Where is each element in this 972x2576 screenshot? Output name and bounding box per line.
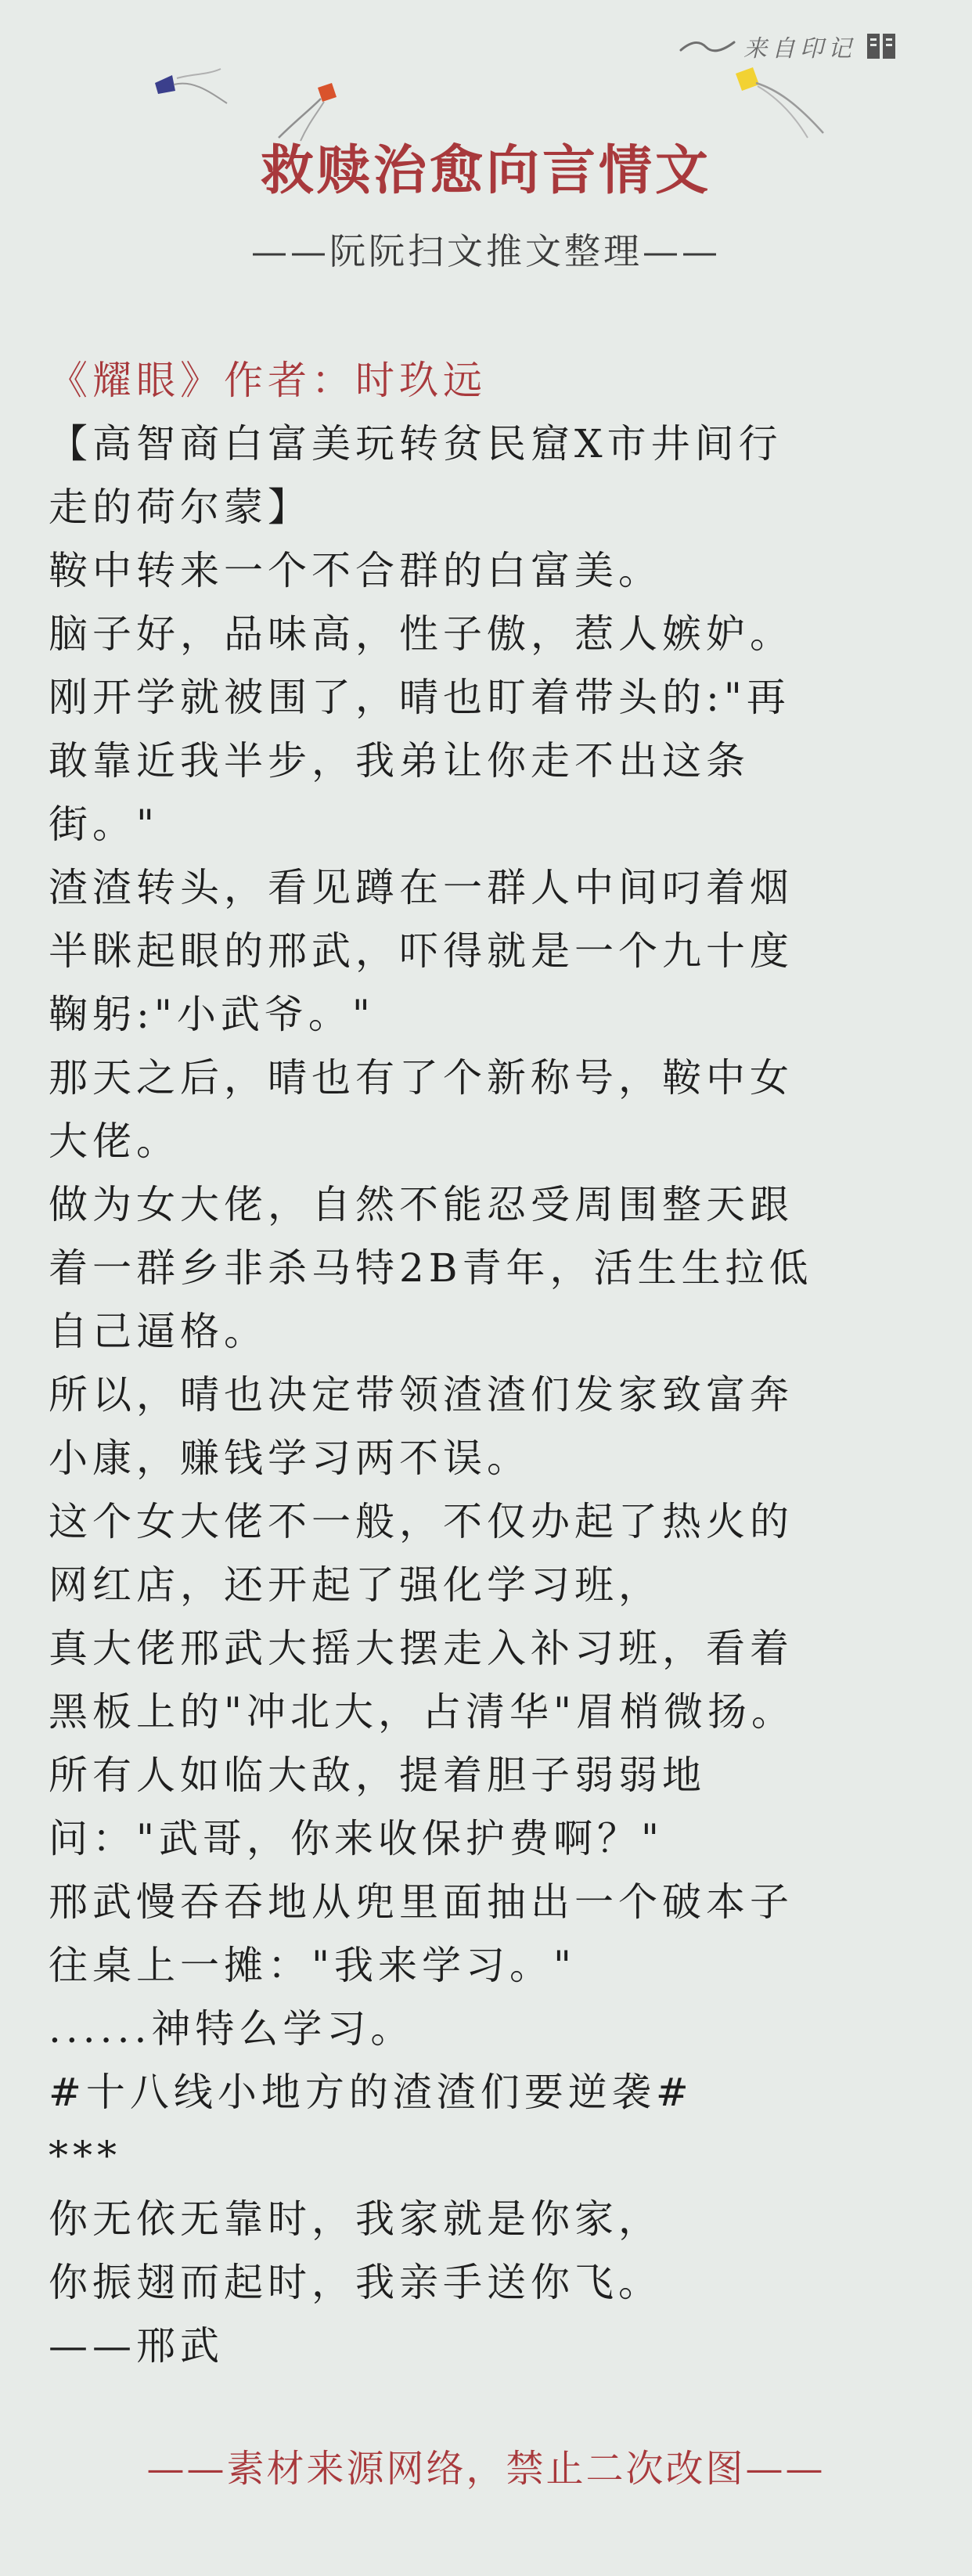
- text-line: 邢武慢吞吞地从兜里面抽出一个破本子: [49, 1879, 794, 1925]
- text-line: 刚开学就被围了，晴也盯着带头的:"再: [49, 675, 790, 720]
- text-line: 自己逼格。: [49, 1309, 268, 1354]
- text-line: 着一群乡非杀马特2B青年，活生生拉低: [49, 1245, 813, 1291]
- text-line: 你振翅而起时，我亲手送你飞。: [49, 2260, 662, 2305]
- text-line: ......神特么学习。: [49, 2006, 415, 2052]
- watermark-text: 来自印记: [743, 35, 856, 63]
- text-line: #十八线小地方的渣渣们要逆袭#: [49, 2070, 693, 2115]
- text-line: 那天之后，晴也有了个新称号，鞍中女: [49, 1055, 794, 1101]
- page-title: 救赎治愈向言情文: [260, 139, 711, 202]
- article-body: [49, 349, 949, 2378]
- text-line: 【高智商白富美玩转贫民窟X市井间行: [49, 421, 783, 467]
- kite-blue-icon: [146, 67, 232, 114]
- text-line: 街。": [49, 802, 159, 847]
- kite-orange-icon: [269, 75, 347, 146]
- watermark-swash-icon: [679, 38, 736, 55]
- text-line: 问："武哥，你来收保护费啊？": [49, 1816, 664, 1861]
- text-line: 所以，晴也决定带领渣渣们发家致富奔: [49, 1372, 794, 1418]
- text-line: 半眯起眼的邢武，吓得就是一个九十度: [49, 928, 794, 974]
- text-line: 网红店，还开起了强化学习班，: [49, 1562, 662, 1608]
- text-line: 你无依无靠时，我家就是你家，: [49, 2196, 662, 2242]
- text-line: 走的荷尔蒙】: [49, 485, 311, 530]
- text-line: 小康，赚钱学习两不误。: [49, 1436, 531, 1481]
- text-line: 这个女大佬不一般，不仅办起了热火的: [49, 1499, 794, 1544]
- book-heading: 《耀眼》作者：时玖远: [49, 358, 487, 403]
- text-line: 渣渣转头，看见蹲在一群人中间叼着烟: [49, 865, 794, 910]
- text-line: 所有人如临大敌，提着胆子弱弱地: [49, 1753, 706, 1798]
- kite-yellow-icon: [722, 63, 831, 141]
- watermark: [679, 27, 938, 66]
- text-line: 敢靠近我半步，我弟让你走不出这条: [49, 738, 750, 784]
- text-line: ***: [49, 2133, 121, 2178]
- text-line: 鞠躬:"小武爷。": [49, 992, 375, 1037]
- page-subtitle: ——阮阮扫文推文整理——: [251, 230, 721, 272]
- footer-notice: ——素材来源网络，禁止二次改图——: [146, 2447, 826, 2491]
- text-line: 往桌上一摊："我来学习。": [49, 1943, 576, 1988]
- text-line: 脑子好，品味高，性子傲，惹人嫉妒。: [49, 611, 794, 657]
- text-line: 大佬。: [49, 1119, 180, 1164]
- text-line: 真大佬邢武大摇大摆走入补习班，看着: [49, 1626, 794, 1671]
- text-line: ——邢武: [49, 2323, 224, 2369]
- book-icon: [864, 29, 898, 63]
- text-line: 做为女大佬，自然不能忍受周围整天跟: [49, 1182, 794, 1227]
- text-line: 黑板上的"冲北大，占清华"眉梢微扬。: [49, 1689, 795, 1735]
- text-line: 鞍中转来一个不合群的白富美。: [49, 548, 662, 593]
